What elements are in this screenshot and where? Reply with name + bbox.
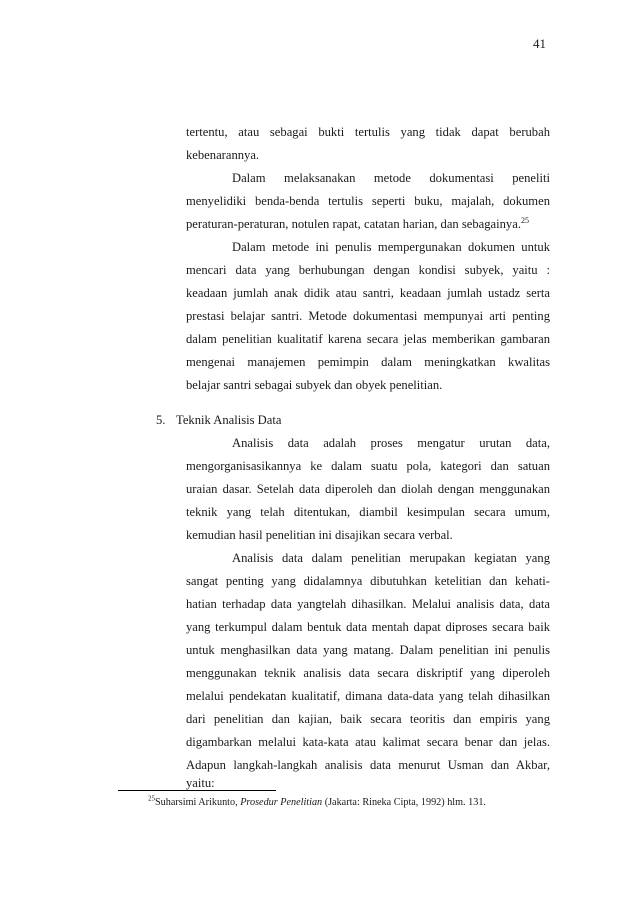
paragraph-line: prestasi belajar santri. Metode dokumentasi mempunyai arti penting [186, 309, 550, 323]
paragraph-line: mengorganisasikannya ke dalam suatu pola, kategori dan satuan [186, 459, 550, 473]
footnote-number: 25 [148, 794, 155, 803]
paragraph-line: belajar santri sebagai subyek dan obyek penelitian. [186, 378, 443, 392]
paragraph-line-text: peraturan-peraturan, notulen rapat, catatan harian, dan sebagainya. [186, 217, 521, 231]
paragraph-line: kemudian hasil penelitian ini disajikan secara verbal. [186, 528, 453, 542]
footnote-reference: 25 [520, 215, 529, 225]
footnote-divider [118, 790, 276, 791]
paragraph-line: Dalam melaksanakan metode dokumentasi peneliti [232, 171, 550, 185]
page-number: 41 [533, 36, 546, 51]
paragraph-line: sangat penting yang didalamnya dibutuhkan ketelitian dan kehati- [186, 574, 550, 588]
paragraph-line: dalam penelitian kualitatif karena secara jelas memberikan gambaran [186, 332, 550, 346]
paragraph-line: uraian dasar. Setelah data diperoleh dan diolah dengan menggunakan [186, 482, 550, 496]
paragraph-line: kebenarannya. [186, 148, 260, 162]
section-title: Teknik Analisis Data [176, 413, 282, 427]
paragraph-line: yang terkumpul dalam bentuk data mentah dapat diproses secara baik [186, 620, 550, 634]
paragraph-line: melalui pendekatan kualitatif, dimana data-data yang telah dihasilkan [186, 689, 550, 703]
paragraph-line: tertentu, atau sebagai bukti tertulis yang tidak dapat berubah [186, 125, 550, 139]
paragraph-line: untuk menghasilkan data yang matang. Dalam penelitian ini penulis [186, 643, 550, 657]
section-number: 5. [156, 413, 166, 427]
paragraph-line: dari penelitian dan kajian, baik secara teoritis dan empiris yang [186, 712, 550, 726]
paragraph-line: yaitu: [186, 776, 215, 790]
paragraph-line: menggunakan teknik analisis data secara diskriptif yang diperoleh [186, 666, 550, 680]
paragraph-line: teknik yang telah ditentukan, diambil kesimpulan secara umum, [186, 505, 550, 519]
paragraph-line: mencari data yang berhubungan dengan kondisi subyek, yaitu : [186, 263, 550, 277]
paragraph-line [186, 216, 550, 232]
paragraph-line: menyelidiki benda-benda tertulis seperti buku, majalah, dokumen [186, 194, 550, 208]
footnote [148, 796, 486, 810]
footnote-book-title: Prosedur Penelitian [240, 797, 323, 808]
paragraph-line: Analisis data adalah proses mengatur urutan data, [232, 436, 550, 450]
paragraph-line: Analisis data dalam penelitian merupakan kegiatan yang [232, 551, 550, 565]
footnote-author: Suharsimi Arikunto, [155, 797, 241, 808]
paragraph-line: digambarkan melalui kata-kata atau kalimat secara benar dan jelas. [186, 735, 550, 749]
paragraph-line: hatian terhadap data yangtelah dihasilkan. Melalui analisis data, data [186, 597, 550, 611]
section-heading [156, 412, 281, 428]
paragraph-line: Adapun langkah-langkah analisis data menurut Usman dan Akbar, [186, 758, 550, 772]
paragraph-line: keadaan jumlah anak didik atau santri, keadaan jumlah ustadz serta [186, 286, 550, 300]
paragraph-line: mengenai manajemen pemimpin dalam meningkatkan kwalitas [186, 355, 550, 369]
paragraph-line: Dalam metode ini penulis mempergunakan dokumen untuk [232, 240, 550, 254]
footnote-publication: (Jakarta: Rineka Cipta, 1992) hlm. 131. [322, 797, 486, 808]
